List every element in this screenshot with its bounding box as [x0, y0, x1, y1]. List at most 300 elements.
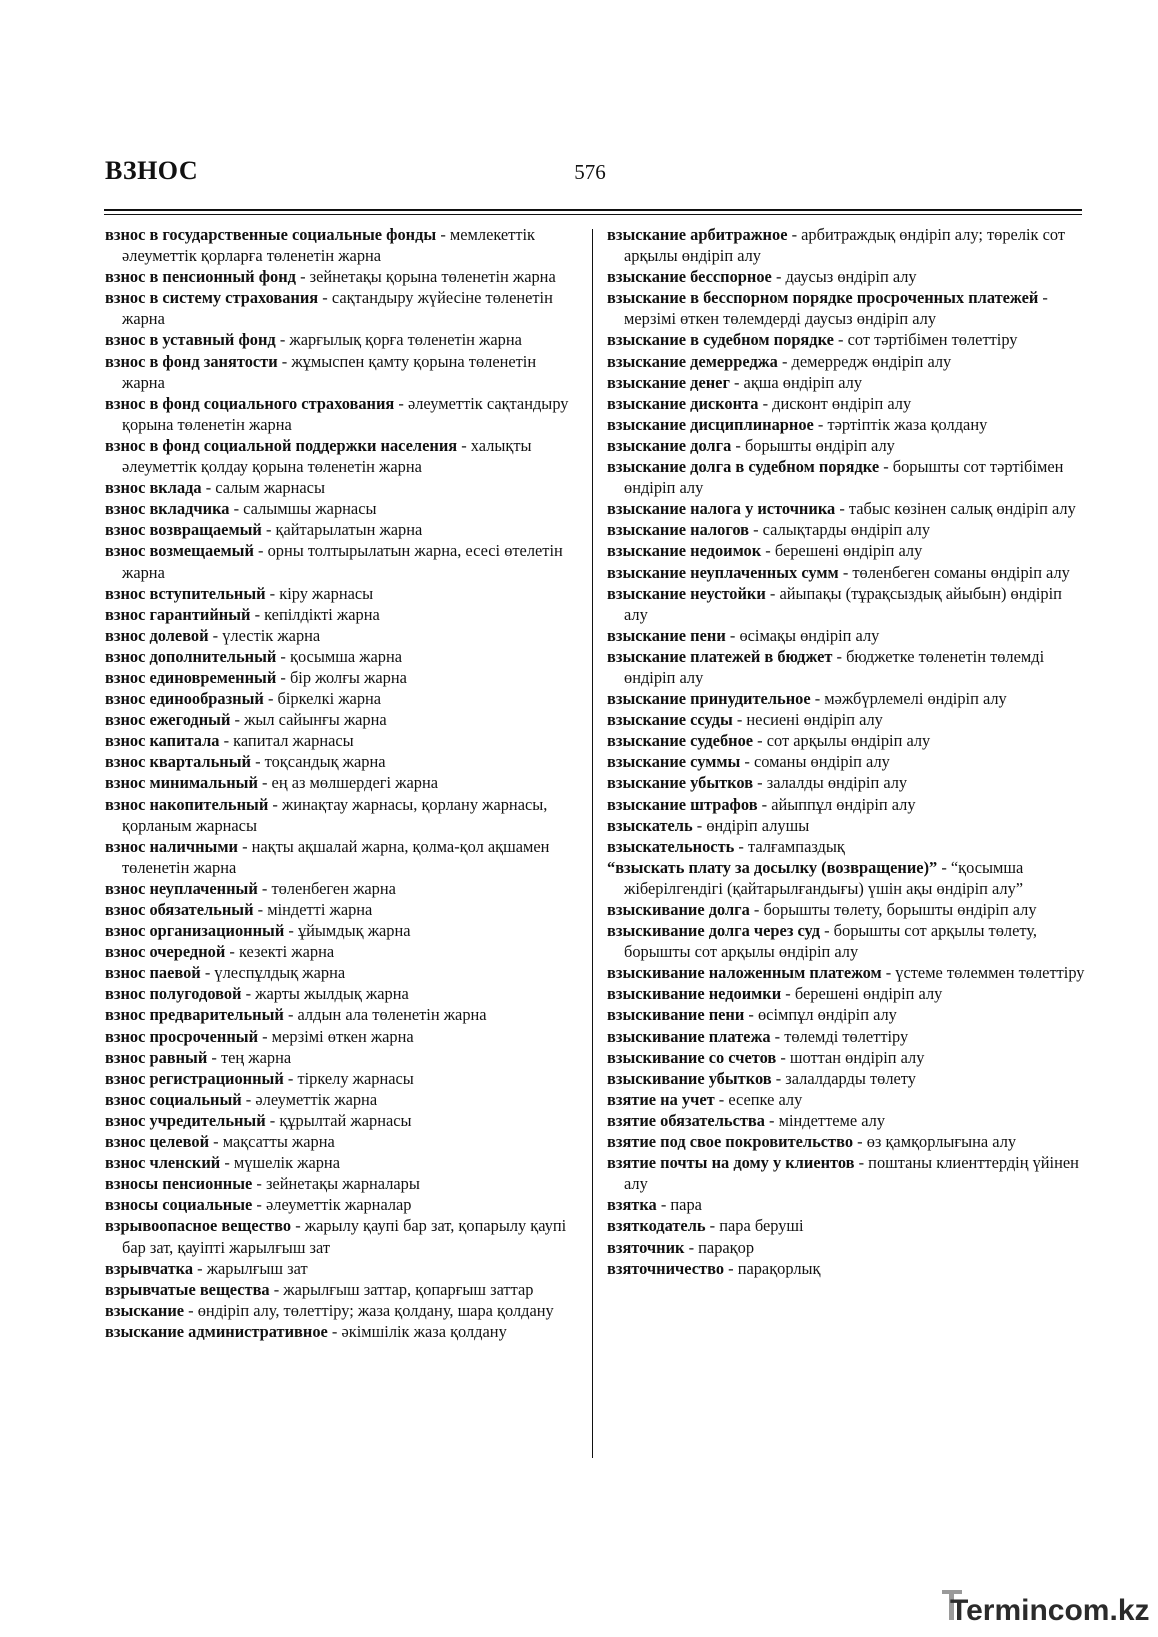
dictionary-entry — [607, 224, 1085, 266]
entry-term: взыскательность — [607, 836, 735, 856]
entry-separator: - — [184, 1300, 198, 1320]
entry-definition: даусыз өндіріп алу — [785, 267, 917, 287]
dictionary-entry — [105, 709, 580, 730]
entry-term: взрывоопасное вещество — [105, 1216, 292, 1236]
entry-separator: - — [394, 393, 408, 413]
entry-definition: “қосымша жіберілгендігі (қайтарылғандығы) үшін ақы өндіріп алу” — [624, 857, 1024, 898]
dictionary-entry — [607, 562, 1085, 583]
entry-term: взнос в фонд занятости — [105, 351, 278, 371]
entry-separator: - — [457, 435, 471, 455]
entry-separator: - — [879, 457, 893, 477]
entry-definition: талғампаздық — [747, 836, 845, 856]
dictionary-entry — [105, 878, 580, 899]
entry-separator: - — [740, 752, 754, 772]
entry-definition: берешені өндіріп алу — [794, 984, 943, 1004]
entry-separator: - — [436, 225, 450, 244]
dictionary-entry — [607, 372, 1085, 393]
dictionary-entry — [105, 772, 580, 793]
entry-definition: өсімақы өндіріп алу — [739, 625, 880, 645]
dictionary-entry — [105, 393, 580, 435]
left-column — [105, 224, 580, 1342]
entry-definition: поштаны клиенттердің үйінен алу — [624, 1153, 1079, 1194]
entry-definition: жарылу қаупі бар зат, қопарылу қаупі бар зат, қауіпті жарылғыш зат — [122, 1216, 567, 1257]
dictionary-entry — [607, 540, 1085, 561]
entry-definition: нақты ақшалай жарна, қолма-қол ақшамен төленетін жарна — [122, 836, 550, 877]
dictionary-entry — [105, 625, 580, 646]
entry-definition: ең аз мөлшердегі жарна — [271, 773, 438, 793]
entry-separator: - — [258, 1026, 272, 1046]
entry-separator: - — [261, 520, 276, 540]
entry-separator: - — [207, 1047, 221, 1067]
entry-term: взыскание арбитражное — [607, 225, 788, 244]
dictionary-entry — [105, 540, 580, 582]
dictionary-entry — [105, 1279, 580, 1300]
entry-term: взносы пенсионные — [105, 1174, 253, 1194]
entry-separator: - — [832, 646, 847, 666]
entry-definition: міндетті жарна — [267, 900, 373, 919]
page-number: 576 — [574, 160, 606, 184]
entry-separator: - — [724, 1258, 738, 1278]
dictionary-entry — [105, 836, 580, 878]
entry-definition: борышты сот тәртібімен өндіріп алу — [624, 457, 1064, 498]
dictionary-entry — [607, 393, 1085, 414]
entry-term: взыскание в судебном порядке — [607, 330, 834, 350]
entry-definition: ақша өндіріп алу — [743, 372, 863, 392]
entry-term: взяточник — [607, 1237, 685, 1257]
entry-separator: - — [692, 815, 707, 835]
entry-separator: - — [193, 1258, 207, 1278]
entry-term: взнос в пенсионный фонд — [105, 267, 296, 287]
entry-separator: - — [813, 414, 828, 434]
entry-definition: несиені өндіріп алу — [746, 710, 883, 730]
entry-separator: - — [777, 351, 792, 371]
entry-definition: міндеттеме алу — [778, 1110, 886, 1130]
dictionary-entry — [105, 941, 580, 962]
entry-term: взыскивание платежа — [607, 1026, 771, 1046]
dictionary-entry — [105, 583, 580, 604]
dictionary-entry — [105, 1004, 580, 1025]
entry-separator: - — [284, 921, 298, 941]
entry-definition: алдын ала төленетін жарна — [297, 1005, 487, 1025]
entry-definition: салым жарнасы — [215, 478, 325, 498]
entry-separator: - — [265, 583, 280, 603]
entry-separator: - — [265, 1110, 280, 1130]
dictionary-entry — [105, 983, 580, 1004]
dictionary-entry — [105, 794, 580, 836]
entry-term: взнос квартальный — [105, 752, 251, 772]
dictionary-entry — [105, 688, 580, 709]
entry-definition: пара беруші — [719, 1216, 804, 1236]
dictionary-entry — [105, 646, 580, 667]
dictionary-entry — [105, 435, 580, 477]
entry-separator: - — [263, 689, 278, 709]
entry-definition: жарты жылдық жарна — [255, 984, 409, 1004]
entry-separator: - — [757, 794, 772, 814]
dictionary-entry — [105, 730, 580, 751]
dictionary-entry — [607, 456, 1085, 498]
dictionary-entry — [607, 1089, 1085, 1110]
dictionary-entry — [607, 688, 1085, 709]
entry-definition: құрылтай жарнасы — [279, 1110, 412, 1130]
entry-definition: парақорлық — [737, 1258, 821, 1278]
entry-definition: демерредж өндіріп алу — [791, 351, 952, 371]
entry-term: взыскивание недоимки — [607, 984, 782, 1004]
entry-separator: - — [705, 1216, 720, 1236]
entry-term: взыскание — [105, 1300, 185, 1320]
entry-definition: мақсатты жарна — [222, 1132, 335, 1152]
entry-term: взнос возмещаемый — [105, 541, 254, 561]
entry-separator: - — [230, 710, 245, 730]
entry-separator: - — [275, 330, 290, 350]
entry-term: взыскивание наложенным платежом — [607, 963, 882, 983]
dictionary-entry — [607, 329, 1085, 350]
dictionary-entry — [607, 414, 1085, 435]
dictionary-entry — [105, 920, 580, 941]
entry-definition: ұйымдық жарна — [297, 921, 411, 941]
entry-separator: - — [201, 478, 216, 498]
entry-definition: жарғылық қорға төленетін жарна — [289, 330, 522, 350]
dictionary-entry — [105, 266, 580, 287]
dictionary-entry — [105, 1173, 580, 1194]
dictionary-entry — [607, 1068, 1085, 1089]
entry-separator: - — [257, 878, 272, 898]
entry-separator: - — [833, 330, 848, 350]
entry-term: взнос наличными — [105, 836, 238, 856]
entry-term: взыскание налогов — [607, 520, 750, 540]
dictionary-entry — [607, 709, 1085, 730]
entry-term: взнос капитала — [105, 731, 220, 751]
entry-term: взнос долевой — [105, 625, 209, 645]
entry-term: взыскание долга — [607, 435, 732, 455]
dictionary-entry — [607, 857, 1085, 899]
dictionary-entry — [105, 1068, 580, 1089]
entry-definition: әкімшілік жаза қолдану — [341, 1321, 507, 1341]
dictionary-entry — [607, 730, 1085, 751]
dictionary-entry — [105, 1152, 580, 1173]
entry-definition: борышты сот арқылы төлету, борышты сот арқылы өндіріп алу — [624, 921, 1037, 962]
entry-definition: сот арқылы өндіріп алу — [766, 731, 931, 751]
dictionary-entry — [105, 1258, 580, 1279]
dictionary-entry — [105, 1321, 580, 1342]
dictionary-entry — [607, 1047, 1085, 1068]
dictionary-entry — [105, 1215, 580, 1257]
entry-definition: жұмыспен қамту қорына төленетін жарна — [122, 351, 537, 392]
entry-separator: - — [241, 1089, 256, 1109]
dictionary-entry — [607, 287, 1085, 329]
entry-separator: - — [277, 351, 292, 371]
entry-separator: - — [781, 984, 795, 1004]
entry-term: взыскивание пени — [607, 1005, 745, 1025]
entry-definition: арбитраждық өндіріп алу; төрелік сот арқылы өндіріп алу — [624, 225, 1066, 266]
entry-definition: жыл сайынғы жарна — [244, 710, 387, 730]
entry-term: взнос гарантийный — [105, 604, 251, 624]
entry-term: взятие почты на дому у клиентов — [607, 1153, 855, 1173]
entry-definition: капитал жарнасы — [233, 731, 354, 751]
entry-definition: мерзімі өткен төлемдерді даусыз өндіріп алу — [624, 309, 937, 329]
entry-definition: сақтандыру жүйесіне төленетін жарна — [122, 288, 553, 329]
entry-definition: әлеуметтік жарна — [255, 1089, 378, 1109]
entry-definition: залалдарды төлету — [785, 1068, 916, 1088]
entry-term: взнос дополнительный — [105, 646, 277, 666]
entry-separator: - — [854, 1153, 869, 1173]
entry-term: взыскание налога у источника — [607, 499, 836, 519]
dictionary-entry — [105, 498, 580, 519]
entry-term: взыскание ссуды — [607, 710, 733, 730]
entry-term: взнос целевой — [105, 1132, 210, 1152]
dictionary-entry — [105, 519, 580, 540]
dictionary-entry — [105, 287, 580, 329]
dictionary-entry — [607, 836, 1085, 857]
entry-term: взнос регистрационный — [105, 1068, 284, 1088]
entry-definition: төленбеген соманы өндіріп алу — [852, 562, 1070, 582]
entry-separator: - — [209, 1132, 223, 1152]
dictionary-entry — [105, 1300, 580, 1321]
entry-term: взыскание демерреджа — [607, 351, 778, 371]
entry-separator: - — [229, 499, 244, 519]
entry-separator: - — [810, 689, 825, 709]
entry-separator: - — [656, 1195, 671, 1215]
dictionary-entry — [105, 962, 580, 983]
dictionary-entry — [105, 604, 580, 625]
entry-definition: қайтарылатын жарна — [275, 520, 423, 540]
entry-separator: - — [327, 1321, 342, 1341]
entry-definition: тоқсандық жарна — [264, 752, 386, 772]
entry-term: взносы социальные — [105, 1195, 253, 1215]
entry-term: взыскание суммы — [607, 752, 741, 772]
entry-separator: - — [729, 372, 744, 392]
dictionary-entry — [607, 1131, 1085, 1152]
entry-term: взнос в государственные социальные фонды — [105, 225, 437, 244]
entry-separator: - — [252, 1195, 266, 1215]
entry-term: взыскание неуплаченных сумм — [607, 562, 839, 582]
entry-separator: - — [276, 646, 290, 666]
entry-term: взятие под свое покровительство — [607, 1132, 854, 1152]
entry-definition: үлестік жарна — [222, 625, 321, 645]
dictionary-entry — [607, 519, 1085, 540]
entry-term: взыскание пени — [607, 625, 726, 645]
entry-separator: - — [225, 942, 239, 962]
entry-definition: орны толтырылатын жарна, есесі өтелетін жарна — [122, 541, 563, 582]
dictionary-entry — [607, 815, 1085, 836]
entry-term: взнос просроченный — [105, 1026, 259, 1046]
entry-separator: - — [753, 731, 767, 751]
entry-separator: - — [269, 1279, 284, 1299]
entry-term: взнос паевой — [105, 963, 201, 983]
entry-term: взнос вклада — [105, 478, 202, 498]
entry-separator: - — [200, 963, 215, 983]
entry-term: взнос накопительный — [105, 794, 269, 814]
entry-separator: - — [771, 1068, 786, 1088]
entry-definition: бір жолғы жарна — [289, 667, 407, 687]
entry-term: взнос возвращаемый — [105, 520, 262, 540]
entry-term: взыскивание долга через суд — [607, 921, 821, 941]
entry-term: взнос вступительный — [105, 583, 266, 603]
dictionary-entry — [607, 1237, 1085, 1258]
entry-definition: бюджетке төленетін төлемді өндіріп алу — [624, 646, 1045, 687]
entry-separator: - — [283, 1005, 298, 1025]
entry-definition: кіру жарнасы — [279, 583, 374, 603]
entry-term: взятие на учет — [607, 1089, 715, 1109]
termincom-logo — [940, 1584, 1150, 1630]
entry-term: взяткодатель — [607, 1216, 706, 1236]
dictionary-entry — [105, 1131, 580, 1152]
entry-term: взыскание в бесспорном порядке просроченных платежей — [607, 288, 1039, 308]
entry-separator: - — [268, 794, 282, 814]
entry-definition: айыппұл өндіріп алу — [771, 794, 916, 814]
entry-term: взятка — [607, 1195, 657, 1215]
entry-separator: - — [253, 900, 268, 919]
entry-definition: біркелкі жарна — [277, 689, 382, 709]
entry-separator: - — [714, 1089, 729, 1109]
entry-definition: кезекті жарна — [238, 942, 335, 962]
dictionary-entry — [607, 435, 1085, 456]
entry-term: взнос минимальный — [105, 773, 258, 793]
entry-separator: - — [1038, 288, 1048, 308]
entry-separator: - — [835, 499, 849, 519]
entry-separator: - — [731, 435, 745, 455]
entry-definition: мерзімі өткен жарна — [271, 1026, 414, 1046]
entry-separator: - — [318, 288, 332, 308]
dictionary-entry — [105, 751, 580, 772]
entry-term: взнос предварительный — [105, 1005, 284, 1025]
entry-separator: - — [853, 1132, 867, 1152]
dictionary-entry — [607, 962, 1085, 983]
entry-definition: пара — [670, 1195, 702, 1215]
entry-term: взнос ежегодный — [105, 710, 231, 730]
entry-separator: - — [250, 604, 265, 624]
entry-separator: - — [219, 731, 234, 751]
dictionary-entry — [105, 667, 580, 688]
entry-term: взыскание дисциплинарное — [607, 414, 814, 434]
entry-term: взыскание бесспорное — [607, 267, 772, 287]
entry-term: взнос учредительный — [105, 1110, 266, 1130]
entry-separator: - — [734, 836, 748, 856]
page-headword: ВЗНОС — [105, 156, 199, 185]
dictionary-entry — [607, 625, 1085, 646]
entry-term: взяточничество — [607, 1258, 725, 1278]
entry-separator: - — [220, 1153, 234, 1173]
entry-definition: тәртіптік жаза қолдану — [827, 414, 988, 434]
entry-term: взнос социальный — [105, 1089, 242, 1109]
entry-definition: жинақтау жарнасы, қорлану жарнасы, қорланым жарнасы — [122, 794, 548, 835]
entry-separator: - — [749, 900, 764, 919]
entry-separator: - — [725, 625, 740, 645]
entry-term: взыскание дисконта — [607, 393, 759, 413]
entry-definition: шоттан өндіріп алу — [789, 1047, 925, 1067]
entry-term: “взыскать плату за досылку (возвращение)” — [607, 857, 938, 877]
dictionary-entry — [105, 224, 580, 266]
dictionary-entry — [607, 498, 1085, 519]
header-rule-thin — [104, 214, 1082, 215]
entry-definition: өндіріп алушы — [706, 815, 810, 835]
entry-separator: - — [241, 984, 256, 1004]
dictionary-entry — [607, 1258, 1085, 1279]
entry-separator: - — [283, 1068, 298, 1088]
entry-definition: әлеуметтік сақтандыру қорына төленетін жарна — [122, 393, 569, 434]
dictionary-entry — [607, 266, 1085, 287]
entry-definition: өндіріп алу, төлеттіру; жаза қолдану, шара қолдану — [197, 1300, 554, 1320]
entry-term: взнос равный — [105, 1047, 208, 1067]
dictionary-entry — [607, 983, 1085, 1004]
entry-separator: - — [761, 541, 775, 561]
entry-separator: - — [252, 1174, 266, 1194]
entry-definition: үстеме төлеммен төлеттіру — [895, 963, 1085, 983]
dictionary-entry — [607, 1110, 1085, 1131]
dictionary-entry — [105, 329, 580, 350]
entry-term: взнос в фонд социального страхования — [105, 393, 395, 413]
entry-separator: - — [253, 541, 268, 561]
entry-term: взыскание денег — [607, 372, 730, 392]
logo-text: Termincom.kz — [950, 1594, 1150, 1627]
dictionary-entry — [105, 477, 580, 498]
dictionary-entry — [607, 751, 1085, 772]
dictionary-entry — [105, 1194, 580, 1215]
entry-term: взыскивание долга — [607, 900, 750, 919]
entry-definition: кепілдікті жарна — [264, 604, 380, 624]
entry-term: взрывчатка — [105, 1258, 194, 1278]
entry-term: взятие обязательства — [607, 1110, 765, 1130]
dictionary-entry — [105, 1026, 580, 1047]
entry-separator: - — [765, 583, 780, 603]
entry-term: взыскание платежей в бюджет — [607, 646, 833, 666]
entry-term: взнос единообразный — [105, 689, 264, 709]
entry-definition: қосымша жарна — [289, 646, 403, 666]
entry-term: взыскатель — [607, 815, 693, 835]
entry-term: взыскание судебное — [607, 731, 754, 751]
entry-separator: - — [295, 267, 310, 287]
entry-definition: салықтарды өндіріп алу — [762, 520, 931, 540]
entry-definition: дисконт өндіріп алу — [772, 393, 912, 413]
entry-definition: сот тәртібімен төлеттіру — [847, 330, 1018, 350]
entry-definition: халықты әлеуметтік қолдау қорына төленетін жарна — [122, 435, 532, 477]
dictionary-entry — [607, 1026, 1085, 1047]
dictionary-entry — [607, 899, 1085, 920]
entry-term: взыскивание убытков — [607, 1068, 772, 1088]
entry-separator: - — [881, 963, 896, 983]
entry-term: взыскание убытков — [607, 773, 754, 793]
entry-term: взыскание неустойки — [607, 583, 766, 603]
entry-separator: - — [820, 921, 834, 941]
entry-definition: жарылғыш зат — [206, 1258, 308, 1278]
entry-definition: өз қамқорлығына алу — [866, 1132, 1017, 1152]
entry-separator: - — [776, 1047, 790, 1067]
dictionary-entry — [105, 1110, 580, 1131]
dictionary-entry — [105, 899, 580, 920]
entry-definition: соманы өндіріп алу — [753, 752, 890, 772]
entry-separator: - — [744, 1005, 758, 1025]
entry-separator: - — [257, 773, 272, 793]
entry-separator: - — [749, 520, 763, 540]
entry-term: взнос организационный — [105, 921, 285, 941]
entry-definition: үлеспұлдық жарна — [214, 963, 346, 983]
entry-separator: - — [838, 562, 853, 582]
dictionary-entry — [607, 583, 1085, 625]
header-rule-thick — [104, 209, 1082, 211]
entry-term: взыскивание со счетов — [607, 1047, 777, 1067]
entry-term: взнос вкладчика — [105, 499, 230, 519]
entry-definition: зейнетақы жарналары — [265, 1174, 420, 1194]
entry-definition: зейнетақы қорына төленетін жарна — [309, 267, 556, 287]
entry-definition: өсімпұл өндіріп алу — [757, 1005, 897, 1025]
entry-term: взыскание принудительное — [607, 689, 811, 709]
entry-term: взрывчатые вещества — [105, 1279, 270, 1299]
entry-term: взнос обязательный — [105, 900, 254, 919]
entry-definition: мәжбүрлемелі өндіріп алу — [824, 689, 1007, 709]
entry-definition: жарылғыш заттар, қопарғыш заттар — [283, 1279, 534, 1299]
entry-definition: борышты төлету, борышты өндіріп алу — [763, 900, 1037, 919]
entry-separator: - — [758, 393, 773, 413]
entry-definition: борышты өндіріп алу — [744, 435, 895, 455]
